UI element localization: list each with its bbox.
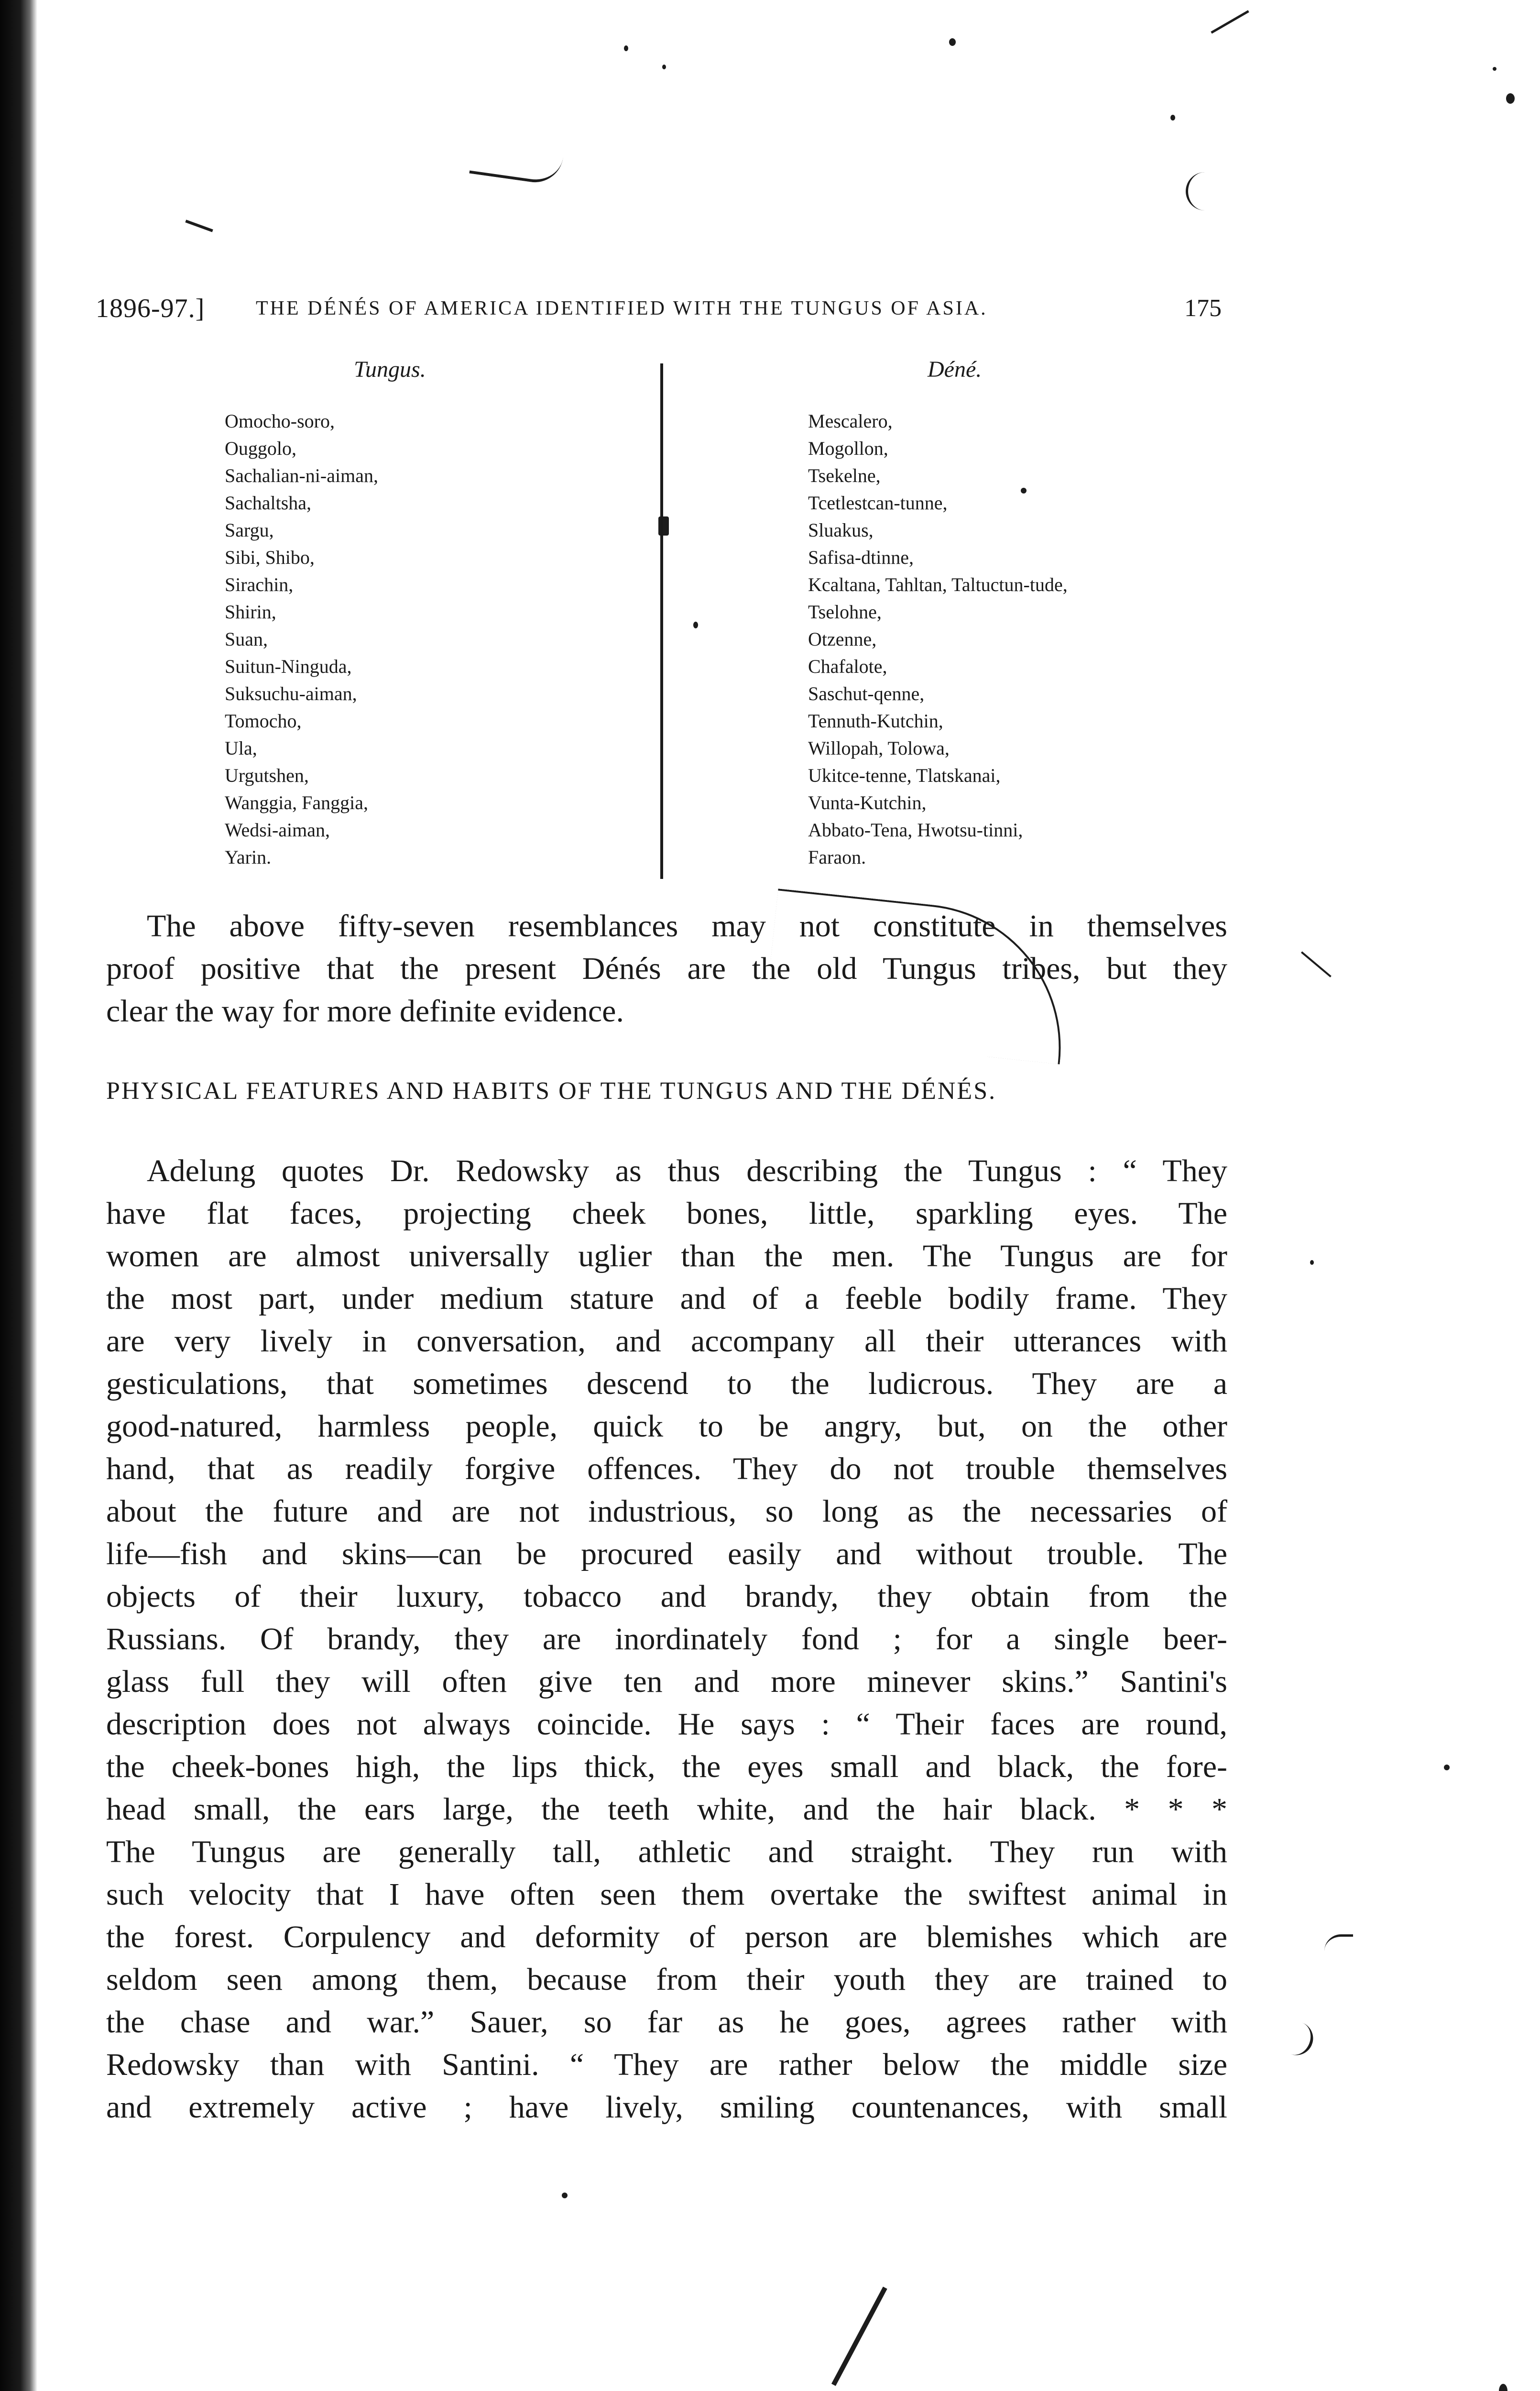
text-line: have flat faces, projecting cheek bones, little, sparkling eyes. The <box>106 1196 1227 1231</box>
list-item: Sirachin, <box>225 574 294 595</box>
text-line: the most part, under medium stature and of a feeble bodily frame. They <box>106 1281 1227 1316</box>
scan-speck <box>1499 2384 1507 2391</box>
list-item: Ukitce-tenne, Tlatskanai, <box>808 765 1001 786</box>
list-item: Sibi, Shibo, <box>225 547 315 568</box>
pen-scrawl <box>1281 2019 1318 2060</box>
scan-speck <box>1493 67 1496 71</box>
text-line: hand, that as readily forgive offences. They do not trouble themselves <box>106 1451 1227 1486</box>
text-line: Redowsky than with Santini. “ They are rather below the middle size <box>106 2047 1227 2082</box>
text-line: gesticulations, that sometimes descend to the ludicrous. They are a <box>106 1366 1227 1401</box>
list-item: Sluakus, <box>808 519 874 541</box>
list-item: Tselohne, <box>808 601 882 623</box>
scan-speck <box>693 622 698 628</box>
list-item: Omocho-soro, <box>225 410 335 432</box>
text-line: clear the way for more definite evidence. <box>106 994 624 1029</box>
text-line: life—fish and skins—can be procured easily and without trouble. The <box>106 1536 1227 1571</box>
volume-year: 1896-97.] <box>96 294 205 323</box>
list-item: Kcaltana, Tahltan, Taltuctun-tude, <box>808 574 1068 595</box>
binding-shadow <box>0 0 37 2391</box>
tungus-name-list <box>225 407 378 871</box>
dene-column-heading: Déné. <box>928 357 982 382</box>
scan-speck <box>1310 1260 1314 1265</box>
list-item: Shirin, <box>225 601 276 623</box>
list-item: Sachaltsha, <box>225 492 312 514</box>
list-item: Tennuth-Kutchin, <box>808 710 943 732</box>
text-line: and extremely active ; have lively, smiling countenances, with small <box>106 2090 1227 2125</box>
text-line: The above fifty-seven resemblances may not constitute in themselves <box>147 909 1227 943</box>
list-item: Tcetlestcan-tunne, <box>808 492 948 514</box>
text-line: women are almost universally uglier than the men. The Tungus are for <box>106 1239 1227 1273</box>
list-item: Mogollon, <box>808 438 888 459</box>
text-line: description does not always coincide. He says : “ Their faces are round, <box>106 1707 1227 1742</box>
text-line: the cheek-bones high, the lips thick, the eyes small and black, the fore- <box>106 1749 1227 1784</box>
text-line: seldom seen among them, because from their youth they are trained to <box>106 1962 1227 1997</box>
scan-speck <box>624 45 628 51</box>
list-item: Urgutshen, <box>225 765 309 786</box>
list-item: Ula, <box>225 737 257 759</box>
text-line: The Tungus are generally tall, athletic and straight. They run with <box>106 1834 1227 1869</box>
list-item: Saschut-qenne, <box>808 683 925 704</box>
pen-scrawl <box>1289 951 1332 992</box>
list-item: Vunta-Kutchin, <box>808 792 927 813</box>
list-item: Otzenne, <box>808 628 877 650</box>
dene-name-list <box>808 407 1068 871</box>
list-item: Safisa-dtinne, <box>808 547 914 568</box>
list-item: Sargu, <box>225 519 274 541</box>
scan-speck <box>662 65 666 69</box>
list-item: Ouggolo, <box>225 438 296 459</box>
list-item: Wanggia, Fanggia, <box>225 792 369 813</box>
list-item: Suitun-Ninguda, <box>225 656 352 677</box>
running-title: THE DÉNÉS OF AMERICA IDENTIFIED WITH THE TUNGUS OF ASIA. <box>256 297 988 319</box>
list-item: Tsekelne, <box>808 465 881 486</box>
section-heading: PHYSICAL FEATURES AND HABITS OF THE TUNGUS AND THE DÉNÉS. <box>106 1077 997 1105</box>
text-line: the forest. Corpulency and deformity of person are blemishes which are <box>106 1919 1227 1954</box>
tungus-column-heading: Tungus. <box>354 357 426 382</box>
running-head <box>96 289 1222 328</box>
list-item: Willopah, Tolowa, <box>808 737 950 759</box>
paragraph-physical-features <box>106 1150 1227 2128</box>
text-line: about the future and are not industrious, so long as the necessaries of <box>106 1494 1227 1529</box>
text-line: Russians. Of brandy, they are inordinately fond ; for a single beer- <box>106 1622 1227 1656</box>
list-item: Sachalian-ni-aiman, <box>225 465 378 486</box>
scan-speck <box>1444 1765 1450 1770</box>
scan-speck <box>562 2193 568 2198</box>
pen-scrawl <box>1186 172 1217 210</box>
list-item: Yarin. <box>225 846 272 868</box>
list-item: Wedsi-aiman, <box>225 819 330 841</box>
text-line: the chase and war.” Sauer, so far as he goes, agrees rather with <box>106 2005 1227 2040</box>
pen-scrawl <box>1211 10 1261 55</box>
text-line: good-natured, harmless people, quick to be angry, but, on the other <box>106 1409 1227 1444</box>
pen-scrawl <box>1324 1934 1353 1951</box>
scan-speck <box>1506 93 1515 104</box>
scan-speck <box>1170 115 1175 121</box>
text-line: objects of their luxury, tobacco and brandy, they obtain from the <box>106 1579 1227 1614</box>
pen-scrawl <box>831 2287 904 2391</box>
list-item: Tomocho, <box>225 710 302 732</box>
text-line: such velocity that I have often seen them overtake the swiftest animal in <box>106 1877 1227 1912</box>
paragraph-resemblances <box>106 905 1227 1032</box>
text-line: proof positive that the present Dénés are the old Tungus tribes, but they <box>106 951 1227 986</box>
column-divider <box>660 363 663 879</box>
list-item: Chafalote, <box>808 656 887 677</box>
scan-speck <box>949 38 956 46</box>
list-item: Suan, <box>225 628 268 650</box>
text-line: glass full they will often give ten and more minever skins.” Santini's <box>106 1664 1227 1699</box>
text-line: are very lively in conversation, and accompany all their utterances with <box>106 1324 1227 1359</box>
list-item: Mescalero, <box>808 410 893 432</box>
text-line: Adelung quotes Dr. Redowsky as thus describing the Tungus : “ They <box>147 1153 1227 1188</box>
list-item: Suksuchu-aiman, <box>225 683 357 704</box>
page-number: 175 <box>1184 295 1222 322</box>
pen-scrawl <box>469 142 563 186</box>
list-item: Faraon. <box>808 846 866 868</box>
list-item: Abbato-Tena, Hwotsu-tinni, <box>808 819 1023 841</box>
text-line: head small, the ears large, the teeth white, and the hair black. * * * <box>106 1792 1227 1827</box>
pen-scrawl <box>185 211 216 232</box>
